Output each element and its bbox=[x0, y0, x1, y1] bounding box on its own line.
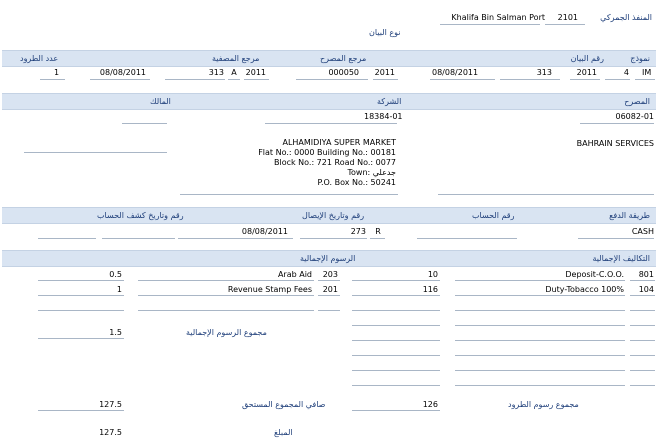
cost-code-1: 801 bbox=[638, 270, 654, 279]
totals-header-band bbox=[2, 250, 656, 267]
declarant-ref-year-field[interactable] bbox=[373, 79, 398, 80]
amount-value: 127.5 bbox=[99, 428, 122, 437]
declaration-seq: 4 bbox=[623, 68, 629, 77]
packages-fees-value: 126 bbox=[422, 400, 438, 409]
payment-method-field[interactable] bbox=[578, 238, 654, 239]
statement-type-label: نوع البيان bbox=[369, 28, 401, 37]
declarant-name: BAHRAIN SERVICES bbox=[576, 139, 654, 148]
packages-fees-field[interactable] bbox=[352, 410, 440, 411]
declarant-ref-number-field[interactable] bbox=[296, 79, 368, 80]
packages-fees-label: مجموع رسوم الطرود bbox=[508, 400, 579, 409]
packages-value: 1 bbox=[54, 68, 60, 77]
declarant-label: المصرح bbox=[624, 97, 650, 106]
declaration-no-label: رقم البيان bbox=[570, 54, 604, 63]
cost-desc-2: Duty-Tobacco 100% bbox=[545, 285, 624, 294]
customs-office-code-field[interactable] bbox=[545, 24, 585, 25]
fee-amount-2: 1 bbox=[116, 285, 122, 294]
declaration-header-band bbox=[2, 50, 656, 67]
receipt-number-field[interactable] bbox=[300, 238, 367, 239]
statement-label: رقم وتاريخ كشف الحساب bbox=[97, 211, 184, 220]
owner-code-field[interactable] bbox=[122, 123, 167, 124]
fee-desc-2: Revenue Stamp Fees bbox=[227, 285, 312, 294]
payment-header-band bbox=[2, 207, 656, 224]
fees-total-label: مجموع الرسوم الإجمالية bbox=[186, 328, 267, 337]
clearance-ref-number-field[interactable] bbox=[165, 79, 225, 80]
parties-header-band bbox=[2, 93, 656, 110]
clearance-ref-year: 2011 bbox=[245, 68, 266, 77]
company-address-field[interactable] bbox=[180, 194, 398, 195]
company-po-box: P.O. Box No.: 50241 bbox=[317, 178, 396, 187]
customs-office-name: Khalifa Bin Salman Port bbox=[451, 13, 545, 22]
receipt-date-field[interactable] bbox=[188, 238, 293, 239]
packages-label: عدد الطرود bbox=[20, 54, 59, 63]
company-block-road: Block No.: 721 Road No.: 0077 bbox=[273, 158, 396, 167]
clearance-ref-type-field[interactable] bbox=[228, 79, 240, 80]
customs-office-label: المنفذ الجمركي bbox=[600, 13, 652, 22]
amount-label: المبلغ bbox=[274, 428, 293, 437]
statement-date-field[interactable] bbox=[38, 238, 96, 239]
declaration-date: 08/08/2011 bbox=[432, 68, 479, 77]
declaration-date-field[interactable] bbox=[430, 79, 495, 80]
company-code: 18384-01 bbox=[364, 112, 403, 121]
fees-label: الرسوم الإجمالية bbox=[300, 254, 356, 263]
clearance-ref-label: مرجع المصفية bbox=[212, 54, 260, 63]
declarant-address-field[interactable] bbox=[438, 194, 654, 195]
account-no-field[interactable] bbox=[417, 238, 517, 239]
customs-office-code: 2101 bbox=[557, 13, 578, 22]
costs-label: التكاليف الإجمالية bbox=[592, 254, 650, 263]
declarant-ref-label: مرجع المصرح bbox=[320, 54, 367, 63]
company-name: ALHAMIDIYA SUPER MARKET bbox=[282, 138, 396, 147]
clearance-ref-year-field[interactable] bbox=[244, 79, 269, 80]
statement-type-field[interactable] bbox=[178, 238, 188, 239]
cost-code-2: 104 bbox=[638, 285, 654, 294]
clearance-ref-date-field[interactable] bbox=[90, 79, 150, 80]
company-address bbox=[200, 138, 396, 188]
fees-total-field[interactable] bbox=[38, 338, 124, 339]
receipt-date: 08/08/2011 bbox=[241, 227, 288, 236]
cost-desc-1: Deposit-C.O.O. bbox=[565, 270, 624, 279]
payment-method-value: CASH bbox=[631, 227, 654, 236]
company-town: Town: جدعلي bbox=[347, 168, 396, 177]
fee-desc-1: Arab Aid bbox=[277, 270, 312, 279]
net-total-value: 127.5 bbox=[99, 400, 122, 409]
declaration-number: 313 bbox=[536, 68, 552, 77]
declaration-seq-field[interactable] bbox=[605, 79, 630, 80]
fee-code-1: 203 bbox=[322, 270, 338, 279]
net-total-field[interactable] bbox=[38, 410, 124, 411]
declaration-number-field[interactable] bbox=[500, 79, 560, 80]
company-code-field[interactable] bbox=[265, 123, 397, 124]
owner-address-field[interactable] bbox=[24, 152, 167, 153]
net-total-label: صافي المجموع المستحق bbox=[242, 400, 326, 409]
cost-amount-2: 116 bbox=[422, 285, 438, 294]
declarant-ref-year: 2011 bbox=[374, 68, 395, 77]
declaration-year: 2011 bbox=[576, 68, 597, 77]
form-field[interactable] bbox=[635, 79, 655, 80]
company-label: الشركة bbox=[377, 97, 402, 106]
receipt-type-field[interactable] bbox=[370, 238, 385, 239]
receipt-type: R bbox=[375, 227, 381, 236]
declarant-code-field[interactable] bbox=[580, 123, 654, 124]
declarant-code: 06082-01 bbox=[615, 112, 654, 121]
packages-field[interactable] bbox=[40, 79, 65, 80]
fee-amount-1: 0.5 bbox=[109, 270, 122, 279]
clearance-ref-type: A bbox=[231, 68, 237, 77]
company-flat-building: Flat No.: 0000 Building No.: 00181 bbox=[258, 148, 396, 157]
receipt-number: 273 bbox=[350, 227, 366, 236]
account-no-label: رقم الحساب bbox=[472, 211, 515, 220]
clearance-ref-number: 313 bbox=[208, 68, 224, 77]
statement-number-field[interactable] bbox=[102, 238, 175, 239]
declarant-ref-number: 000050 bbox=[328, 68, 359, 77]
fee-code-2: 201 bbox=[322, 285, 338, 294]
customs-office-name-field[interactable] bbox=[440, 24, 540, 25]
form-value: IM bbox=[642, 68, 652, 77]
declaration-year-field[interactable] bbox=[570, 79, 600, 80]
payment-method-label: طريقة الدفع bbox=[609, 211, 650, 220]
fees-total-value: 1.5 bbox=[109, 328, 122, 337]
cost-amount-1: 10 bbox=[427, 270, 438, 279]
receipt-label: رقم وتاريخ الإيصال bbox=[302, 211, 365, 220]
clearance-ref-date: 08/08/2011 bbox=[99, 68, 146, 77]
form-label: نموذج bbox=[630, 54, 650, 63]
owner-label: المالك bbox=[150, 97, 171, 106]
